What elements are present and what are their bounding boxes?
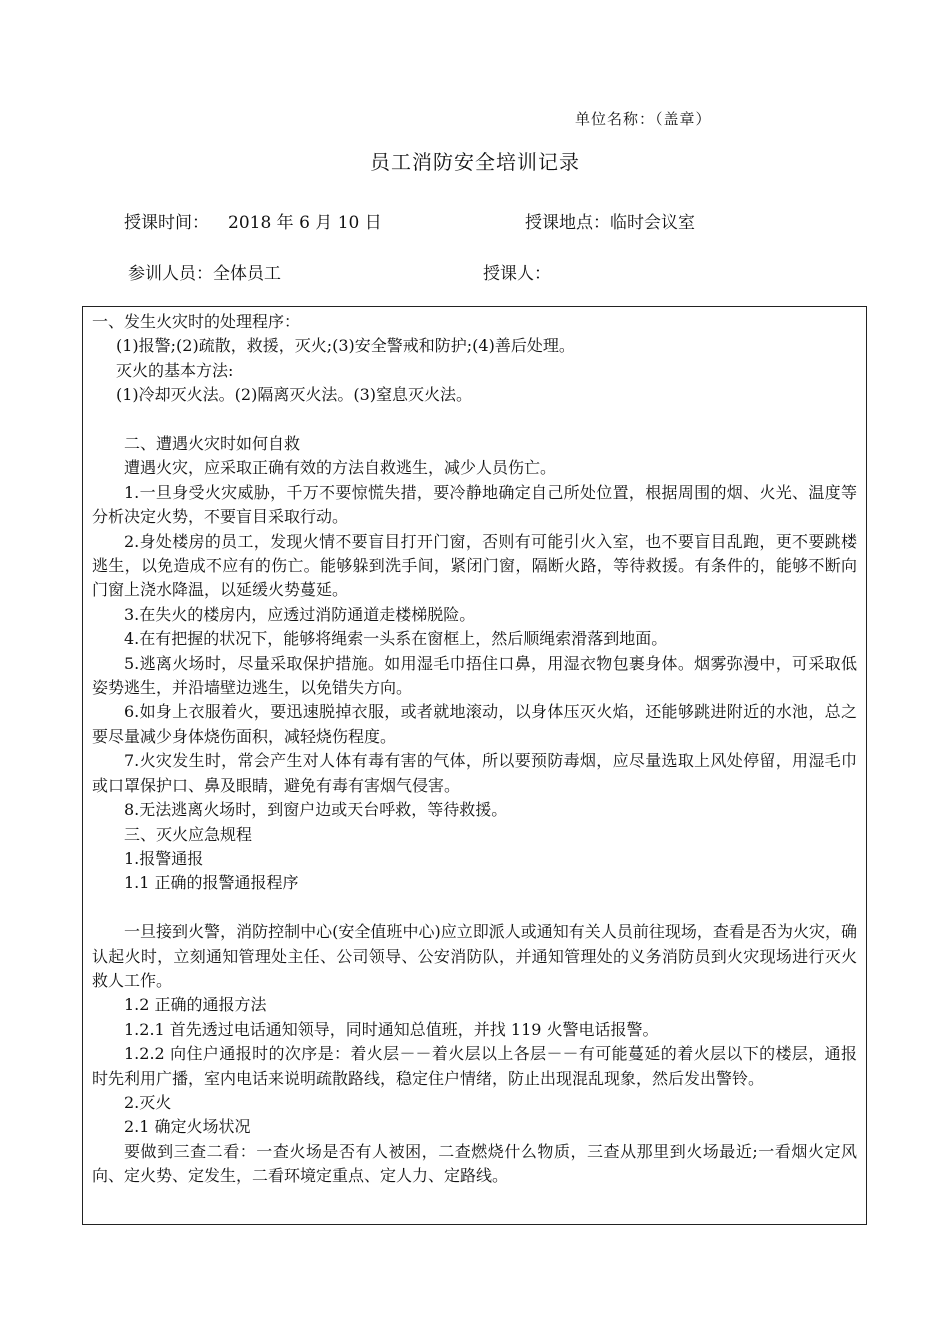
content-line: 8.无法逃离火场时，到窗户边或天台呼救，等待救援。	[124, 800, 508, 820]
content-line: 2.灭火	[124, 1092, 172, 1112]
content-line: 1.一旦身受火灾威胁，千万不要惊慌失措，要冷静地确定自己所处位置，根据周围的烟、火光、温度等分析决定火势，不要盲目采取行动。	[92, 482, 857, 527]
content-line: 要做到三查二看：一查火场是否有人被困，二查燃烧什么物质，三查从那里到火场最近;一看烟火定风向、定火势、定发生，二看环境定重点、定人力、定路线。	[92, 1141, 857, 1186]
lesson-place: 授课地点：临时会议室	[525, 213, 695, 233]
participants: 参训人员：全体员工	[128, 264, 281, 284]
training-content-box	[82, 306, 867, 1225]
document-title: 员工消防安全培训记录	[370, 150, 580, 174]
content-line: 2.1 确定火场状况	[124, 1117, 251, 1137]
content-line: 一、发生火灾时的处理程序：	[92, 312, 301, 331]
content-line: (1)报警;(2)疏散，救援，灭火;(3)安全警戒和防护;(4)善后处理。	[116, 336, 575, 356]
content-line: 遭遇火灾，应采取正确有效的方法自救逃生，减少人员伤亡。	[124, 458, 557, 478]
content-line: (1)冷却灭火法。(2)隔离灭火法。(3)窒息灭火法。	[116, 385, 472, 405]
content-line: 2.身处楼房的员工，发现火情不要盲目打开门窗，否则有可能引火入室，也不要盲目乱跑，更不要跳楼逃生，以免造成不应有的伤亡。能够躲到洗手间，紧闭门窗，隔断火路，等待救援。有条件的，能够不断向门窗上浇水降温，以延缓火势蔓延。	[92, 531, 857, 600]
content-line: 5.逃离火场时，尽量采取保护措施。如用湿毛巾捂住口鼻，用湿衣物包裹身体。烟雾弥漫中，可采取低姿势逃生，并沿墙壁边逃生，以免错失方向。	[92, 653, 857, 698]
content-line: 6.如身上衣服着火，要迅速脱掉衣服，或者就地滚动，以身体压灭火焰，还能够跳进附近的水池，总之要尽量减少身体烧伤面积，减轻烧伤程度。	[92, 702, 857, 746]
content-line: 3.在失火的楼房内，应透过消防通道走楼梯脱险。	[124, 604, 476, 624]
content-line: 1.1 正确的报警通报程序	[124, 873, 299, 893]
lecturer: 授课人：	[483, 264, 551, 284]
unit-name-seal: 单位名称：（盖章）	[575, 110, 712, 128]
content-line: 7.火灾发生时，常会产生对人体有毒有害的气体，所以要预防毒烟，应尽量选取上风处停留，用湿毛巾或口罩保护口、鼻及眼睛，避免有毒有害烟气侵害。	[92, 751, 857, 795]
content-line: 1.2 正确的通报方法	[124, 995, 267, 1015]
content-line: 4.在有把握的状况下，能够将绳索一头系在窗框上，然后顺绳索滑落到地面。	[124, 629, 668, 649]
blank-line	[92, 896, 857, 920]
lesson-time-value: 2018 年 6 月 10 日	[228, 213, 382, 233]
blank-line	[92, 408, 857, 432]
content-line: 1.2.2 向住户通报时的次序是：着火层－－着火层以上各层－－有可能蔓延的着火层以下的楼层，通报时先利用广播，室内电话来说明疏散路线，稳定住户情绪，防止出现混乱现象，然后发出警铃。	[92, 1044, 857, 1088]
content-line: 二、遭遇火灾时如何自救	[124, 434, 301, 454]
lesson-time-label: 授课时间：	[124, 213, 209, 233]
content-line: 1.报警通报	[124, 848, 204, 868]
content-line: 灭火的基本方法:	[116, 360, 234, 380]
content-line: 1.2.1 首先透过电话通知领导，同时通知总值班，并找 119 火警电话报警。	[124, 1019, 659, 1039]
content-line: 三、灭火应急规程	[124, 824, 253, 844]
content-line: 一旦接到火警，消防控制中心(安全值班中心)应立即派人或通知有关人员前往现场，查看是否为火灾，确认起火时，立刻通知管理处主任、公司领导、公安消防队，并通知管理处的义务消防员到火灾现场进行灭火救人工作。	[92, 922, 857, 990]
